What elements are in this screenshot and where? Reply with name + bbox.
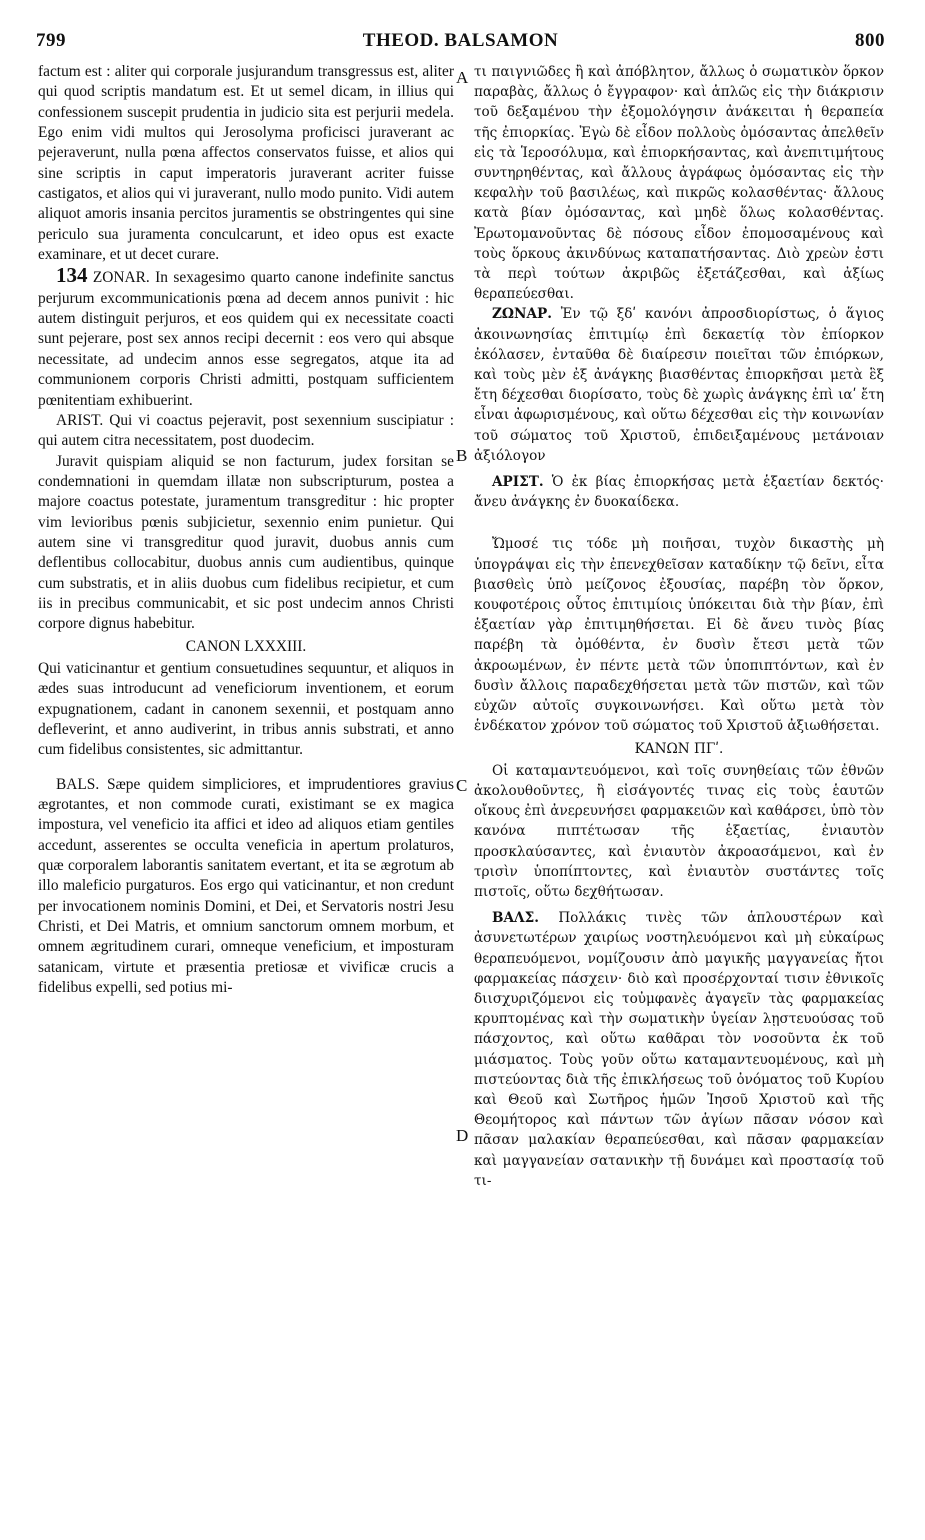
canon-heading: CANON LXXXIII. (185, 637, 307, 655)
section-label: ARIST. (56, 411, 104, 429)
page-header (36, 30, 885, 56)
margin-marker-a: A (456, 68, 469, 87)
section-label: ZONAR. (92, 269, 150, 287)
greek-column (474, 62, 884, 1191)
greek-paragraph: Ὤμοσέ τις τόδε μὴ ποιῆσαι, τυχὸν δικαστὴς μὴ ὑπογράψαι εἰς τὴν ἐπενεχθεῖσαν καταδίκην τῷ δεῖνι, εἶτα βιασθεὶς ὑπὸ μείζονος ἐξουσίας, παρέβη τὸν ὅρκον, κουφοτέροις οὗτος ἐπιτιμίοις ὑπόκειται διὰ τὴν βίαν, ἐπὶ ἑξαετίαν γὰρ ἐπιτιμηθήσεται. Εἰ δὲ ἄνευ τινὸς βίας παρέβη τὰ ὀμόθέντα, ἐν δυσὶν ἔτεσι μετὰ τῶν ἀκροωμένων, ἐν πέντε μετὰ τῶν ὑποπιπτόντων, καὶ ἐν δυσὶν ἄλλοις παραδεχθήσεται μετὰ τῶν πιστῶν, καὶ τῶν εὐχῶν αὐτοῖς συγκοινωνήσει. Καὶ οὕτω μετὰ τὸν ἑνδέκατον χρόνον τοῦ σώματος τοῦ Χριστοῦ ἀξιωθήσεται. (474, 536, 884, 735)
latin-paragraph (38, 411, 454, 452)
latin-column (38, 62, 454, 998)
latin-paragraph (38, 775, 454, 999)
margin-marker-d: D (456, 1126, 469, 1145)
running-title: THEOD. BALSAMON (362, 30, 559, 51)
page-number-right: 800 (855, 30, 885, 51)
latin-paragraph: Qui vaticinantur et gentium consuetudines sequuntur, et aliquos in ædes suas introducunt ad veneficiorum inventionem, et eorum expugnationem, cadant in canonem sexennii, et postquam anno defleverint, et anno audiverint, in tribus annis substrati, et anno cum fidelibus consistentes, sic admittantur. (38, 659, 454, 759)
greek-text: Ὁ ἐκ βίας ἐπιορκήσας μετὰ ἑξαετίαν δεκτός· ἄνευ ἀνάγκης ἐν δυοκαίδεκα. (474, 474, 884, 511)
section-label: ΒΑΛΣ. (492, 910, 539, 927)
section-label: ΖΩΝΑΡ. (492, 306, 552, 323)
page-number-left: 799 (36, 30, 66, 51)
greek-text: Ἐν τῷ ξδʹ κανόνι ἀπροσδιορίστως, ὁ ἅγιος ἀκοινωνησίας ἐπιτιμίῳ ἐπὶ δεκαετίᾳ τὸν ἐπίορκον ἐκόλασεν, ἐνταῦθα δὲ διαίρεσιν ποιεῖται τῶν ἐπιόρκων, καὶ τοὺς μὲν ἐξ ἀνάγκης βιασθέντας ἐπιορκῆσαι μετὰ ἓξ ἔτη δέχεσθαι διορίσατο, τοὺς δὲ χωρὶς ἀνάγκης ἐπὶ ιαʹ ἔτη εἶναι ἀφωρισμένους, καὶ οὕτω δέχεσθαι εἰς τὴν κοινωνίαν τοῦ σώματος τοῦ Χριστοῦ, ἐπιδειξαμένους μετάνοιαν ἀξιόλογον (474, 306, 884, 464)
greek-text: Πολλάκις τινὲς τῶν ἁπλουστέρων καὶ ἀσυνετωτέρων χαιρίως νοστηλευόμενοι καὶ μὴ εὐκαίρως θεραπευόμενοι, νομίζουσιν ἀπὸ μαγικῆς μαγγανείας ἤτοι φαρμακείας πάσχειν· διὸ καὶ προσέρχονταί τισιν ἐθνικοῖς διισχυριζόμενοι εἰς τοὐμφανὲς ἀγαγεῖν τὰς φαρμακείας κρυπτομένας καὶ τὴν σωματικὴν ὑγείαν λῃστευούσας τοῦ πάσχοντος, καὶ οὕτω καθᾶραι τὸν νοσοῦντα ἐκ τοῦ μιάσματος. Τοὺς γοῦν οὕτω καταμαντευομένους, καὶ μὴ πιστεύοντας διὰ τῆς ἐπικλήσεως τοῦ ὀνόματος τοῦ Κυρίου καὶ Θεοῦ καὶ Σωτῆρος ἡμῶν Ἰησοῦ Χριστοῦ καὶ τῆς Θεομήτορος καὶ πάντων τῶν ἁγίων πᾶσαν νόσον καὶ πᾶσαν μαλακίαν θεραπεύεσθαι, καὶ πᾶσαν φαρμακείαν καὶ μαγγανείαν σατανικὴν τῇ δυνάμει καὶ προστασίᾳ τοῦ τι- (474, 910, 884, 1189)
canon-heading: ΚΑΝΩΝ ΠΓʹ. (634, 740, 724, 757)
greek-paragraph: Οἱ καταμαντευόμενοι, καὶ τοῖς συνηθείαις τῶν ἐθνῶν ἀκολουθοῦντες, ἢ εἰσάγοντές τινας εἰς τοὺς ἑαυτῶν οἴκους ἐπὶ ἀνερευνήσει φαρμακειῶν καὶ καθάρσει, ὑπὸ τὸν κανόνα πιπτέτωσαν τῆς ἑξαετίας, ἐνιαυτὸν προσκλαύσαντες, καὶ ἐνιαυτὸν ἀκροασάμενοι, καὶ ἐν τρισὶν ὑποπίπτοντες, καὶ ἐνιαυτὸν συστάντες τοῖς πιστοῖς, οὕτω δεχθήτωσαν. (474, 762, 885, 900)
latin-text: In sexagesimo quarto canone indefinite sanctus perjurum excommunicationis pœna ad decem annos punivit : hic autem distinguit perjuros, et eos quidem qui ex necessitate coacti sunt pejerare, post sex annos recipi decernit : eos vero qui absque necessitate, ad undecim annos esse segregatos, atque ita ad communionem corporis Christi admitti, postquam sufficientem pœnitentiam exhibuerint. (38, 269, 454, 409)
greek-paragraph (474, 472, 884, 512)
section-label: BALS. (56, 775, 100, 793)
section-number: 134 (56, 263, 88, 288)
margin-marker-c: C (456, 776, 468, 795)
greek-paragraph (474, 304, 884, 466)
latin-paragraph: Juravit quispiam aliquid se non facturum, judex forsitan se condemnationi in quemdam illatæ non subscripturum, postea a majore coactus potestate, juramentum transgreditur : hic propter vim levioribus pœnis subjicietur, sexennio enim punietur. Qui autem sine vi transgreditur quod juravit, duobus annis cum deflentibus collocabitur, duobus annis cum audientibus, quinque cum substratis, et in aliis duobus cum fidelibus recipietur, et cum iis in precibus communicabit, et sic post undecim annos Christi corpore dignus habebitur. (38, 452, 454, 633)
latin-text: Sæpe quidem simpliciores, et imprudentiores gravius ægrotantes, et non commode curati, existimant se ex magica impostura, vel veneficio ita affici et ideo ad aliquos etiam gentiles accedunt, asserentes se occulta veneficia in apertum prolaturos, quæ corporalem laborantis sanitatem evertant, et ita se ægrotum ab illo maleficio purgaturos. Eos ergo qui vaticinantur, et non credunt per invocationem nominis Domini, et Dei, et Servatoris nostri Jesu Christi, et Dei Matris, et omnium sanctorum omnem morbum, et omnem ægritudinem curari, omneque veneficium, et imposturam satanicam, virtute et præsentia pretiosæ et vivificæ crucis a fidelibus expelli, sed potius mi- (38, 775, 454, 997)
latin-text: Qui vi coactus pejeravit, post sexennium suscipiatur : qui autem citra necessitatem, post duodecim. (38, 411, 454, 450)
latin-paragraph: factum est : aliter qui corporale jusjurandum transgressus est, aliter qui quod scriptis mandatum est. Et ut semel dicam, in illius qui confessionem suscepit prudentia in judicio sita est perjurii medela. Ego enim vidi multos qui Jerosolyma proficisci juraverant ac pejeraverunt, nulla pœna affectos conservatos fuisse, et alios qui sine scriptis in caput imperatoris juraverant acriter fuisse castigatos, et alios qui vi juraverant, nullo modo punito. Vidi autem aliquot amoris insania percitos juramentis se obstringentes qui sine periculo sua juramenta conculcarunt, et ideo opus est exacte examinare, et ut decet curare. (38, 63, 454, 264)
latin-paragraph (38, 265, 454, 410)
greek-paragraph: τι παιγνιῶδες ἢ καὶ ἀπόβλητον, ἄλλως ὁ σωματικὸν ὅρκον παραβὰς, ἄλλως ὁ ἔγγραφον· καὶ ἁπλῶς εἰς τὴν διάκρισιν τοῦ δεξαμένου τὴν ἐξομολόγησιν ἀνάκειται ἡ θεραπεία τῆς ἐπιορκίας. Ἐγὼ δὲ εἶδον πολλοὺς ὀμόσαντας ἀπελθεῖν εἰς τὰ Ἱεροσόλυμα, καὶ ἐπιορκήσαντας, καὶ ἀνεπιτιμήτους συντηρηθέντας, καὶ ἄλλους ἀγράφως ὀμόσαντας εἰς τὴν κεφαλὴν τοῦ βασιλέως, καὶ πικρῶς κολασθέντας· ἄλλους κατὰ βίαν ὀμόσαντας, καὶ μηδὲ ὅλως κολασθέντας. Ἐρωτομανοῦντας δὲ πόσους εἶδον ἐπομοσαμένους καὶ τοὺς ὅρκους ἀκινδύνως καταπατήσαντας. Διὸ χρεὼν ἐστι τὰ περὶ τούτων ἀκριβῶς ἐξετάζεσθαι, καὶ ἀξίως θεραπεύεσθαι. (474, 64, 884, 303)
section-label: ΑΡΙΣΤ. (492, 474, 544, 491)
greek-paragraph (474, 908, 884, 1191)
margin-marker-b: B (456, 446, 468, 465)
